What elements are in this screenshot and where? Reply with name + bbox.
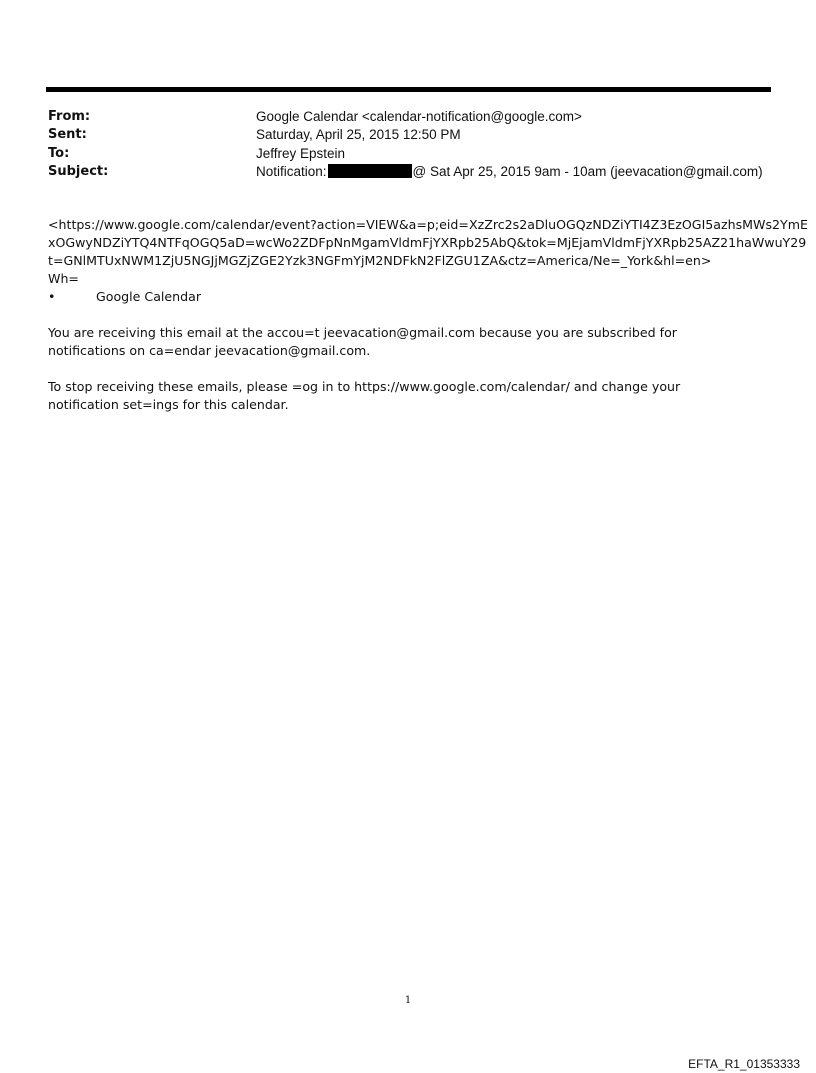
- subject-label: Subject:: [48, 164, 109, 179]
- bullet-text: Google Calendar: [96, 289, 202, 304]
- document-id: EFTA_R1_01353333: [688, 1057, 800, 1071]
- to-label: To:: [48, 146, 70, 161]
- wh-line: Wh=: [48, 271, 79, 286]
- url-line-2: xOGwyNDZiYTQ4NTFqOGQ5aD=wcWo2ZDFpNnMgamVldmFjYXRpb25AbQ&tok=MjEjamVldmFjYXRpb25AZ21haWwuY29: [48, 235, 807, 250]
- header-rule: [46, 87, 771, 92]
- subject-suffix: @ Sat Apr 25, 2015 9am - 10am (jeevacation@gmail.com): [412, 164, 763, 179]
- url-line-3: t=GNlMTUxNWM1ZjU5NGJjMGZjZGE2Yzk3NGFmYjM2NDFkN2FlZGU1ZA&ctz=America/Ne=_York&hl=en>: [48, 253, 712, 268]
- notice-paragraph-2: To stop receiving these emails, please =og in to https://www.google.com/calendar/ and change your notification set=ings for this calendar.: [48, 379, 681, 412]
- bullet-icon: •: [48, 289, 56, 304]
- from-label: From:: [48, 109, 91, 124]
- notice-paragraph-1: You are receiving this email at the accou=t jeevacation@gmail.com because you are subscribed for notifications on ca=endar jeevacation@gmail.com.: [48, 325, 677, 358]
- sent-label: Sent:: [48, 127, 87, 142]
- to-value: Jeffrey Epstein: [256, 146, 346, 161]
- subject-prefix: Notification:: [256, 164, 327, 179]
- redaction-block: [328, 164, 412, 178]
- subject-value: [256, 163, 763, 181]
- event-url: [48, 216, 808, 288]
- sent-value: Saturday, April 25, 2015 12:50 PM: [256, 127, 461, 142]
- from-value: Google Calendar <calendar-notification@google.com>: [256, 109, 582, 124]
- page-number: 1: [404, 995, 412, 1006]
- url-line-1: <https://www.google.com/calendar/event?action=VIEW&a=p;eid=XzZrc2s2aDluOGQzNDZiYTI4Z3EzOGI5azhsMWs2YmE: [48, 217, 808, 232]
